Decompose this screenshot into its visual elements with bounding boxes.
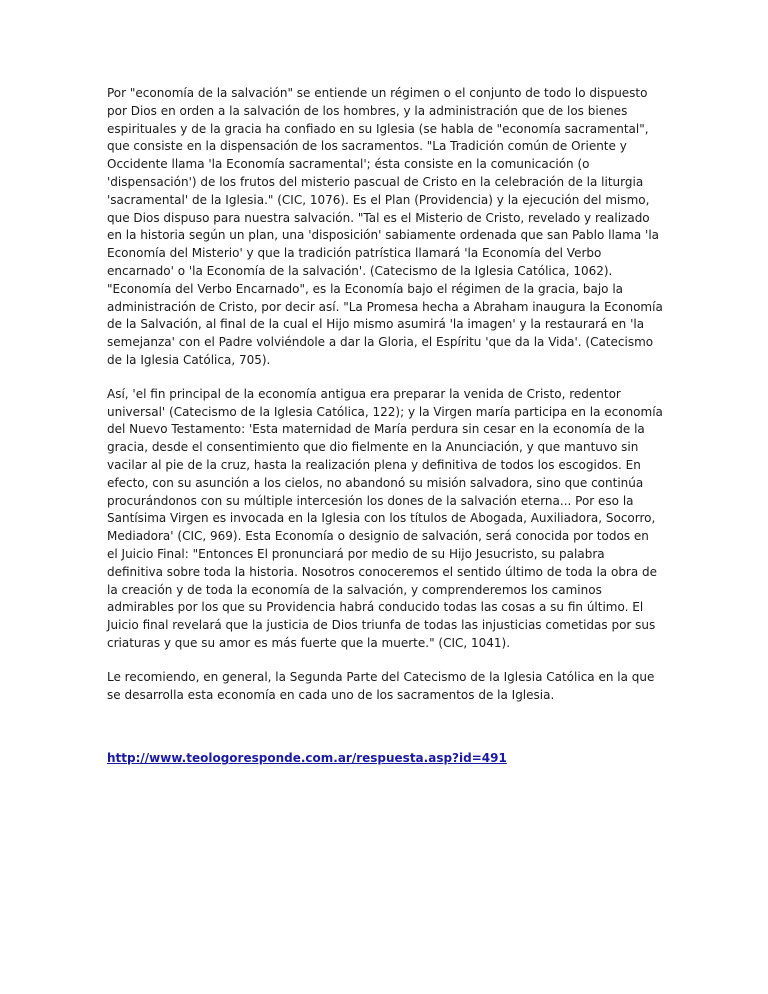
source-link[interactable]: http://www.teologoresponde.com.ar/respuesta.asp?id=491 [107,751,507,766]
paragraph-economia-definicion: Por "economía de la salvación" se entiende un régimen o el conjunto de todo lo dispuesto por Dios en orden a la salvación de los hombres, y la administración que de los bienes espirituales y de la gracia ha confiado en su Iglesia (se habla de "economía sacramental", que consiste en la dispensación de los sacramentos. "La Tradición común de Oriente y Occidente llama 'la Economía sacramental'; ésta consiste en la comunicación (o 'dispensación') de los frutos del misterio pascual de Cristo en la celebración de la liturgia 'sacramental' de la Iglesia." (CIC, 1076). Es el Plan (Providencia) y la ejecución del mismo, que Dios dispuso para nuestra salvación. "Tal es el Misterio de Cristo, revelado y realizado en la historia según un plan, una 'disposición' sabiamente ordenada que san Pablo llama 'la Economía del Misterio' y que la tradición patrística llamará 'la Economía del Verbo encarnado' o 'la Economía de la salvación'. (Catecismo de la Iglesia Católica, 1062). "Economía del Verbo Encarnado", es la Economía bajo el régimen de la gracia, bajo la administración de Cristo, por decir así. "La Promesa hecha a Abraham inaugura la Economía de la Salvación, al final de la cual el Hijo mismo asumirá 'la imagen' y la restaurará en 'la semejanza' con el Padre volviéndole a dar la Gloria, el Espíritu 'que da la Vida'. (Catecismo de la Iglesia Católica, 705). [107,86,663,367]
paragraph-fin-economia-antigua: Así, 'el fin principal de la economía antigua era preparar la venida de Cristo, redentor universal' (Catecismo de la Iglesia Católica, 122); y la Virgen maría participa en la economía del Nuevo Testamento: 'Esta maternidad de María perdura sin cesar en la economía de la gracia, desde el consentimiento que dio fielmente en la Anunciación, y que mantuvo sin vacilar al pie de la cruz, hasta la realización plena y definitiva de todos los escogidos. En efecto, con su asunción a los cielos, no abandonó su misión salvadora, sino que continúa procurándonos con su múltiple intercesión los dones de la salvación eterna... Por eso la Santísima Virgen es invocada en la Iglesia con los títulos de Abogada, Auxiliadora, Socorro, Mediadora' (CIC, 969). Esta Economía o designio de salvación, será conocida por todos en el Juicio Final: "Entonces El pronunciará por medio de su Hijo Jesucristo, su palabra definitiva sobre toda la historia. Nosotros conoceremos el sentido último de toda la obra de la creación y de toda la economía de la salvación, y comprenderemos los caminos admirables por los que su Providencia habrá conducido todas las cosas a su fin último. El Juicio final revelará que la justicia de Dios triunfa de todas las injusticias cometidas por sus criaturas y que su amor es más fuerte que la muerte." (CIC, 1041). [107,386,663,650]
paragraph-recomendacion: Le recomiendo, en general, la Segunda Parte del Catecismo de la Iglesia Católica en la que se desarrolla esta economía en cada uno de los sacramentos de la Iglesia. [107,669,655,702]
document-body [107,85,663,768]
